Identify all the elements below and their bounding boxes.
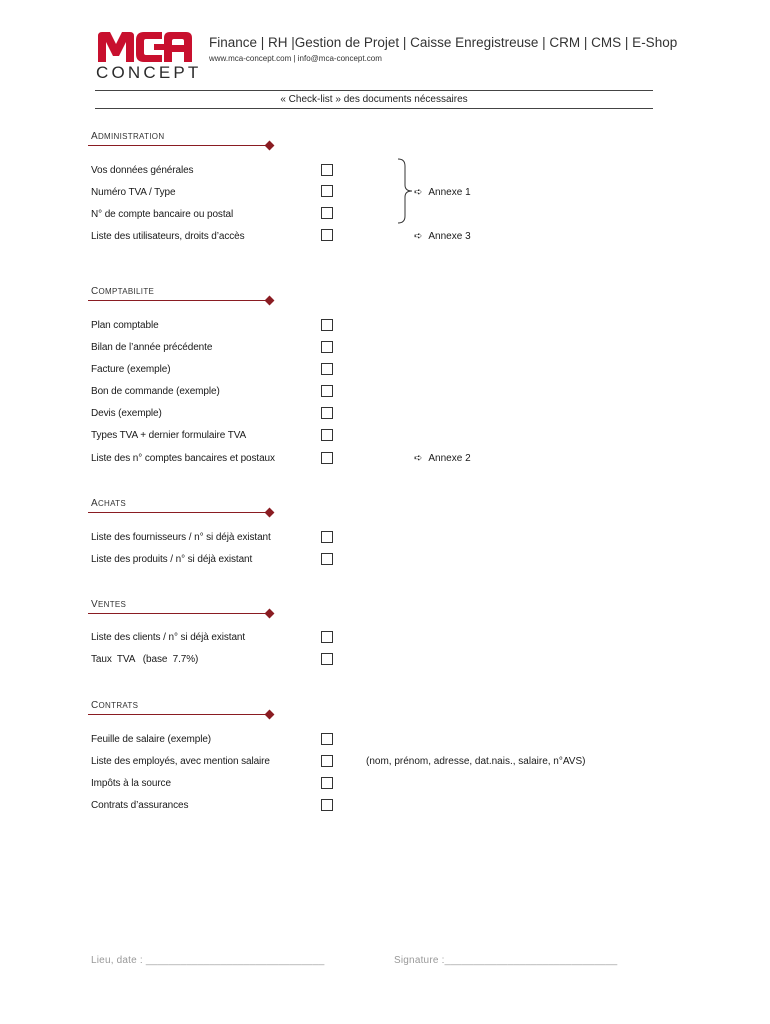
diamond-icon	[265, 710, 275, 720]
list-item: Bilan de l’année précédente	[91, 342, 213, 353]
checkbox[interactable]	[321, 207, 333, 219]
list-item: Taux TVA (base 7.7%)	[91, 654, 199, 665]
checkbox[interactable]	[321, 553, 333, 565]
checkbox[interactable]	[321, 319, 333, 331]
diamond-icon	[265, 141, 275, 151]
annex-2-label: ➪ Annexe 2	[414, 453, 471, 464]
section-title-comptabilite: COMPTABILITE	[91, 286, 155, 297]
checkbox[interactable]	[321, 341, 333, 353]
annex-3-label: ➪ Annexe 3	[414, 231, 471, 242]
section-line	[88, 145, 268, 146]
mca-logo	[96, 30, 194, 64]
checkbox[interactable]	[321, 733, 333, 745]
list-item: Bon de commande (exemple)	[91, 386, 220, 397]
checkbox[interactable]	[321, 452, 333, 464]
section-line	[88, 512, 268, 513]
list-item: Devis (exemple)	[91, 408, 162, 419]
checkbox[interactable]	[321, 777, 333, 789]
employee-info-note: (nom, prénom, adresse, dat.nais., salaire, n°AVS)	[366, 756, 586, 767]
signature-field[interactable]: Signature :______________________________	[394, 955, 618, 966]
diamond-icon	[265, 296, 275, 306]
list-item: Impôts à la source	[91, 778, 171, 789]
list-item: Feuille de salaire (exemple)	[91, 734, 212, 745]
list-item: Liste des n° comptes bancaires et postaux	[91, 453, 275, 464]
header-contact: www.mca-concept.com | info@mca-concept.com	[209, 54, 382, 63]
list-item: Liste des clients / n° si déjà existant	[91, 632, 246, 643]
diamond-icon	[265, 609, 275, 619]
section-title-achats: ACHATS	[91, 498, 127, 509]
checkbox[interactable]	[321, 363, 333, 375]
arrow-right-outline-icon: ➪	[414, 231, 423, 242]
section-title-contrats: CONTRATS	[91, 700, 139, 711]
header-services: Finance | RH |Gestion de Projet | Caisse Enregistreuse | CRM | CMS | E-Shop	[209, 35, 678, 50]
section-line	[88, 300, 268, 301]
title-rule-top	[95, 90, 653, 91]
checkbox[interactable]	[321, 799, 333, 811]
title-rule-bottom	[95, 108, 653, 109]
checkbox[interactable]	[321, 653, 333, 665]
list-item: N° de compte bancaire ou postal	[91, 209, 234, 220]
checkbox[interactable]	[321, 531, 333, 543]
section-title-ventes: VENTES	[91, 599, 127, 610]
list-item: Liste des employés, avec mention salaire	[91, 756, 270, 767]
checkbox[interactable]	[321, 385, 333, 397]
checkbox[interactable]	[321, 407, 333, 419]
arrow-right-outline-icon: ➪	[414, 187, 423, 198]
document-title: « Check-list » des documents nécessaires	[280, 94, 468, 105]
list-item: Vos données générales	[91, 165, 194, 176]
arrow-right-outline-icon: ➪	[414, 453, 423, 464]
list-item: Facture (exemple)	[91, 364, 171, 375]
checkbox[interactable]	[321, 229, 333, 241]
checkbox[interactable]	[321, 755, 333, 767]
section-line	[88, 613, 268, 614]
annex-1-label: ➪ Annexe 1	[414, 187, 471, 198]
list-item: Liste des utilisateurs, droits d’accès	[91, 231, 245, 242]
list-item: Types TVA + dernier formulaire TVA	[91, 430, 247, 441]
list-item: Contrats d’assurances	[91, 800, 189, 811]
curly-brace-icon	[396, 158, 414, 224]
section-title-administration: ADMINISTRATION	[91, 131, 165, 142]
checkbox[interactable]	[321, 164, 333, 176]
logo-concept-text: CONCEPT	[96, 63, 202, 82]
place-date-field[interactable]: Lieu, date : _______________________________	[91, 955, 325, 966]
list-item: Numéro TVA / Type	[91, 187, 176, 198]
list-item: Liste des produits / n° si déjà existant	[91, 554, 253, 565]
checkbox[interactable]	[321, 185, 333, 197]
list-item: Plan comptable	[91, 320, 159, 331]
checkbox[interactable]	[321, 429, 333, 441]
checkbox[interactable]	[321, 631, 333, 643]
list-item: Liste des fournisseurs / n° si déjà existant	[91, 532, 271, 543]
section-line	[88, 714, 268, 715]
diamond-icon	[265, 508, 275, 518]
